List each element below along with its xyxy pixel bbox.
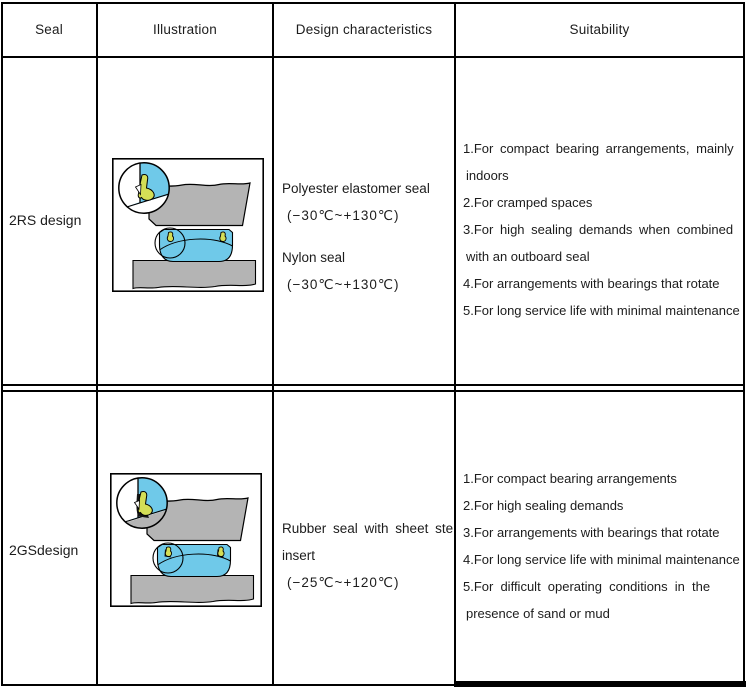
suitability-item-cont: with an outboard seal bbox=[466, 249, 590, 264]
seal-lip-right bbox=[218, 547, 224, 557]
seal-lip-left bbox=[167, 232, 173, 242]
suitability-item: 5.For difficult operating conditions in the bbox=[463, 579, 711, 594]
suitability-item: 1.For compact bearing arrangements, mainly bbox=[463, 141, 734, 156]
design-line: insert bbox=[282, 548, 316, 563]
col-divider-seal-illustration bbox=[96, 2, 98, 686]
row1-bottom-border bbox=[1, 384, 745, 386]
header-cell-illustration bbox=[98, 2, 272, 56]
table-border-right bbox=[743, 2, 745, 686]
bearing-seal-illustration-2rs bbox=[112, 158, 264, 292]
suitability-item: 2.For high sealing demands bbox=[463, 498, 624, 513]
header-label-illustration: Illustration bbox=[153, 21, 217, 37]
suitability-item: 3.For high sealing demands when combined bbox=[463, 222, 734, 237]
col-divider-design-suitability bbox=[454, 2, 456, 686]
suitability-item: 4.For arrangements with bearings that rotate bbox=[463, 276, 720, 291]
header-label-suitability: Suitability bbox=[569, 21, 630, 37]
shaft-block bbox=[133, 261, 256, 289]
header-cell-design-characteristics bbox=[274, 2, 454, 56]
col-divider-illustration-design bbox=[272, 2, 274, 686]
design-line: Rubber seal with sheet ste bbox=[282, 521, 454, 536]
header-cell-suitability bbox=[456, 2, 743, 56]
seal-name-2rs: 2RS design bbox=[9, 212, 82, 228]
design-characteristics-2rs bbox=[282, 175, 455, 298]
seal-lip-left bbox=[165, 547, 171, 557]
bottom-thick-rule bbox=[454, 681, 746, 687]
header-label-design-characteristics: Design characteristics bbox=[295, 21, 433, 37]
header-label-seal: Seal bbox=[35, 21, 63, 37]
table-border-left bbox=[1, 2, 3, 686]
suitability-item: 2.For cramped spaces bbox=[463, 195, 593, 210]
suitability-list-2gs bbox=[463, 465, 744, 627]
header-divider bbox=[1, 56, 745, 58]
temperature-range: (−25℃~+120℃) bbox=[287, 575, 400, 590]
seal-lip-right bbox=[220, 232, 226, 242]
suitability-item: 1.For compact bearing arrangements bbox=[463, 471, 677, 486]
suitability-item-cont: indoors bbox=[466, 168, 509, 183]
design-characteristics-2gs bbox=[282, 515, 455, 596]
row2-top-border bbox=[1, 390, 745, 392]
design-line: Polyester elastomer seal bbox=[282, 181, 430, 196]
suitability-item-cont: presence of sand or mud bbox=[466, 606, 610, 621]
header-cell-seal bbox=[2, 2, 96, 56]
bearing-seal-illustration-2gs bbox=[110, 472, 262, 608]
temperature-range: (−30℃~+130℃) bbox=[287, 208, 400, 223]
suitability-item: 5.For long service life with minimal maintenance bbox=[463, 303, 740, 318]
suitability-list-2rs bbox=[463, 135, 744, 324]
temperature-range: (−30℃~+130℃) bbox=[287, 277, 400, 292]
suitability-item: 4.For long service life with minimal maintenance bbox=[463, 552, 740, 567]
design-line: Nylon seal bbox=[282, 250, 346, 265]
suitability-item: 3.For arrangements with bearings that rotate bbox=[463, 525, 720, 540]
table-border-top bbox=[1, 2, 745, 4]
shaft-block bbox=[131, 576, 254, 604]
seal-name-2gs: 2GSdesign bbox=[9, 542, 79, 558]
